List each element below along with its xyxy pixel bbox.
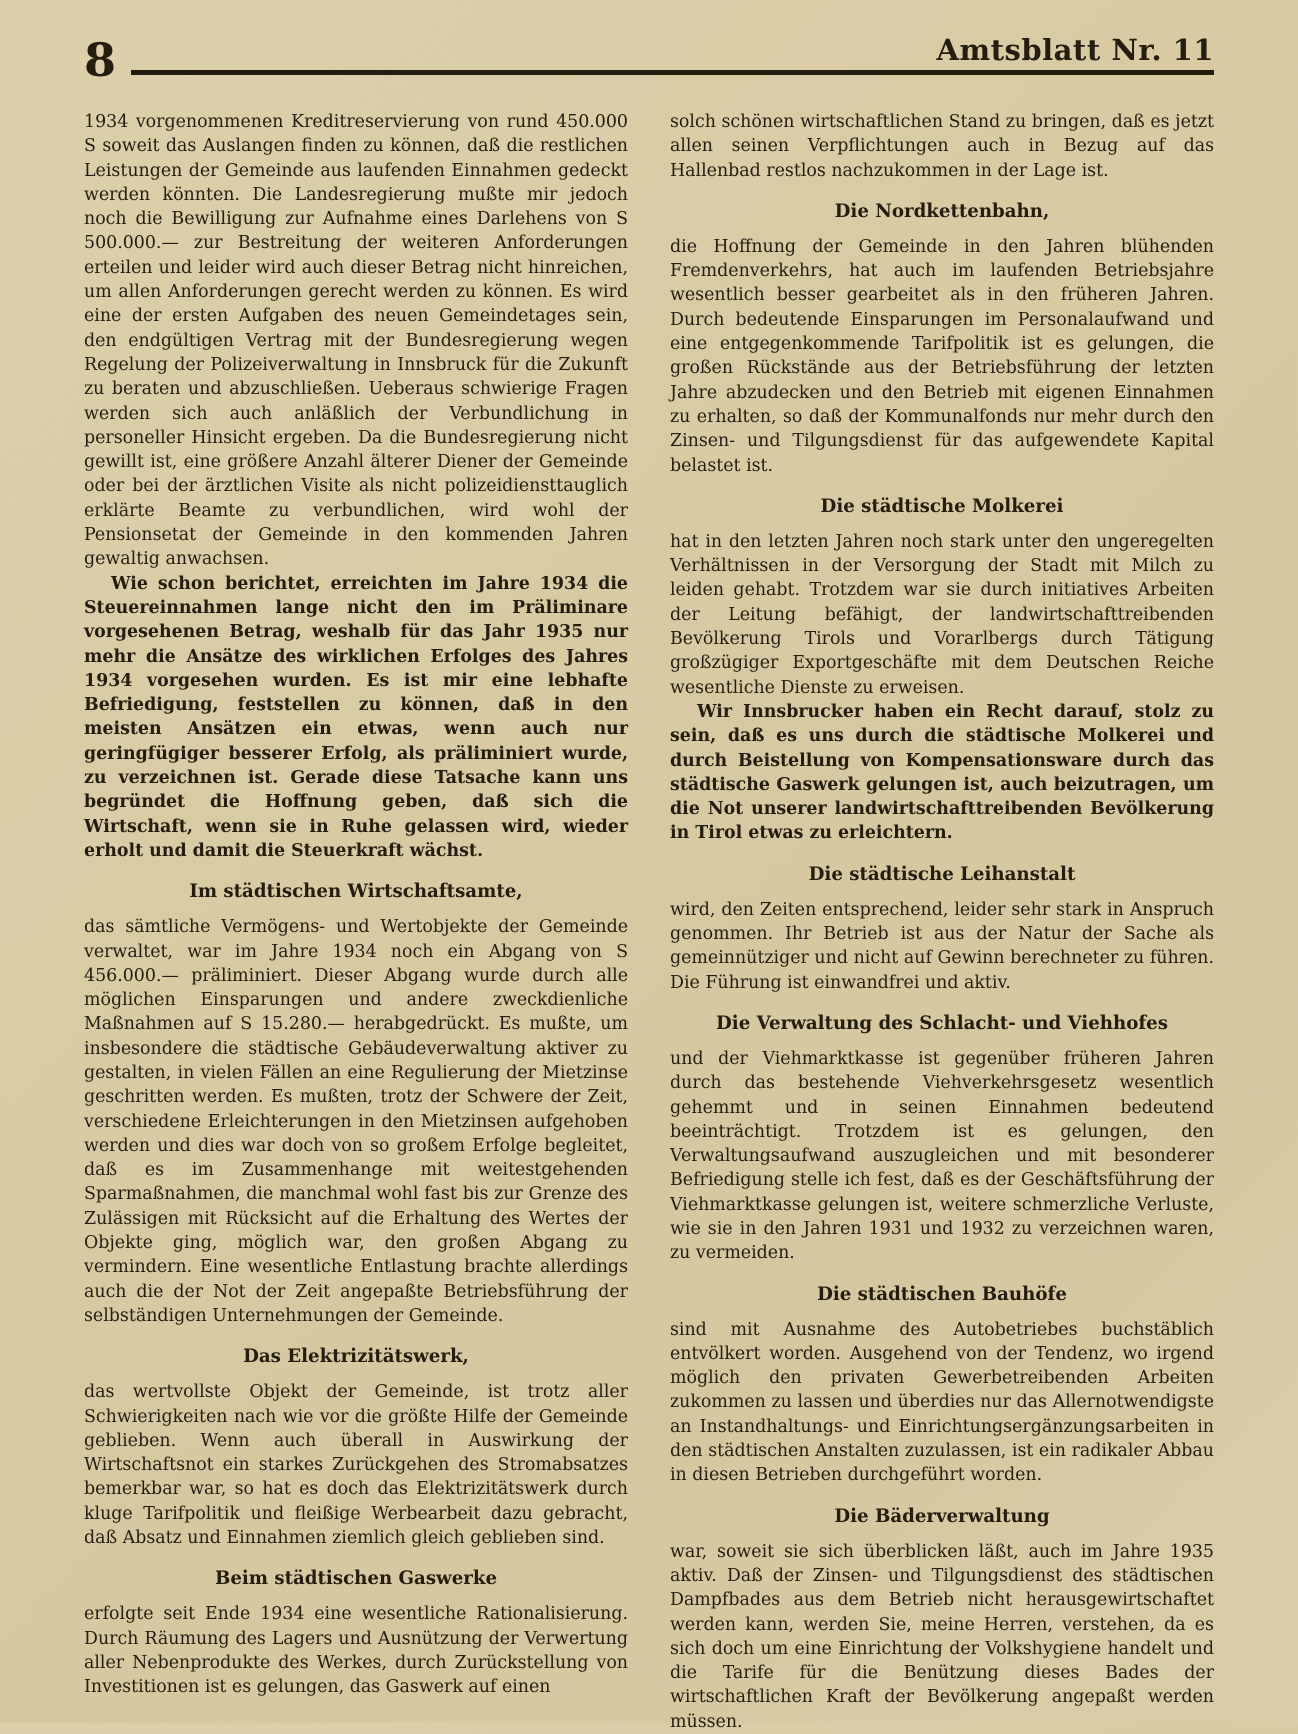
page-header bbox=[84, 32, 1214, 87]
right-column bbox=[670, 110, 1214, 1734]
section-heading: Die städtische Leihanstalt bbox=[808, 863, 1076, 885]
two-column-body bbox=[84, 110, 1214, 1734]
paragraph: war, soweit sie sich überblicken läßt, auch im Jahre 1935 aktiv. Daß der Zinsen- und Tilgungsdienst des städtischen Dampfbades aus dem Betrieb nicht herausgewirtschaftet werden kann, werden Sie, meine Herren, verstehen, da es sich doch um eine Einrichtung der Volkshygiene handelt und die Tarife für die Benützung dieses Bades der wirtschaftlichen Kraft der Bevölkerung angepaßt werden müssen. bbox=[670, 1541, 1214, 1732]
section-heading: Die Nordkettenbahn, bbox=[834, 200, 1050, 222]
paragraph: und der Viehmarktkasse ist gegenüber früheren Jahren durch das bestehende Viehverkehrsgesetz wesentlich gehemmt und in seinen Einnahmen bedeutend beeinträchtigt. Trotzdem ist es gelungen, den Verwaltungsaufwand auszugleichen und mit besonderer Befriedigung stelle ich fest, daß es der Geschäftsführung der Viehmarktkasse gelungen ist, weitere schmerzliche Verluste, wie sie in den Jahren 1931 und 1932 zu verzeichnen waren, zu vermeiden. bbox=[670, 1048, 1214, 1264]
paragraph: das wertvollste Objekt der Gemeinde, ist trotz aller Schwierigkeiten nach wie vor die größte Hilfe der Gemeinde geblieben. Wenn auch überall in Auswirkung der Wirtschaftsnot ein starkes Zurückgehen des Stromabsatzes bemerkbar war, so hat es doch das Elektrizitätswerk durch kluge Tarifpolitik und fleißige Werbearbeit dazu gebracht, daß Absatz und Einnahmen ziemlich gleich geblieben sind. bbox=[84, 1382, 628, 1549]
paragraph: erfolgte seit Ende 1934 eine wesentliche Rationalisierung. Durch Räumung des Lagers und Ausnützung der Verwertung aller Nebenprodukte des Werkes, durch Zurückstellung von Investitionen ist es gelungen, das Gaswerk auf einen bbox=[84, 1604, 628, 1698]
paragraph: 1934 vorgenommenen Kreditreservierung von rund 450.000 S soweit das Auslangen finden zu können, daß die restlichen Leistungen der Gemeinde aus laufenden Einnahmen gedeckt werden könnten. Die Landesregierung mußte mir jedoch noch die Bewilligung zur Aufnahme eines Darlehens von S 500.000.— zur Bestreitung der weiteren Anforderungen erteilen und leider wird auch dieser Betrag nicht hinreichen, um allen Anforderungen gerecht werden zu können. Es wird eine der ersten Aufgaben des neuen Gemeindetages sein, den endgültigen Vertrag mit der Bundesregierung wegen Regelung der Polizeiverwaltung in Innsbruck für die Zukunft zu beraten und abzuschließen. Ueberaus schwierige Fragen werden sich auch anläßlich der Verbundlichung in personeller Hinsicht ergeben. Da die Bundesregierung nicht gewillt ist, eine größere Anzahl älterer Diener der Gemeinde oder bei der ärztlichen Visite als nicht polizeidiensttauglich erklärte Beamte zu verbundlichen, wird wohl der Pensionsetat der Gemeinde in den kommenden Jahren gewaltig anwachsen. bbox=[84, 112, 628, 570]
paragraph: solch schönen wirtschaftlichen Stand zu bringen, daß es jetzt allen seinen Verpflichtungen auch in Bezug auf das Hallenbad restlos nachzukommen in der Lage ist. bbox=[670, 112, 1214, 181]
section-heading: Im städtischen Wirtschaftsamte, bbox=[189, 881, 523, 903]
section-heading: Das Elektrizitätswerk, bbox=[243, 1346, 469, 1368]
left-column bbox=[84, 110, 628, 1734]
page-number: 8 bbox=[84, 32, 118, 87]
section-heading: Beim städtischen Gaswerke bbox=[214, 1568, 498, 1590]
section-heading: Die städtische Molkerei bbox=[820, 495, 1064, 517]
paragraph: das sämtliche Vermögens- und Wertobjekte der Gemeinde verwaltet, war im Jahre 1934 noch ein Abgang von S 456.000.— präliminiert. Dieser Abgang wurde durch alle möglichen Einsparungen und andere zweckdienliche Maßnahmen auf S 15.280.— herabgedrückt. Es mußte, um insbesondere die städtische Gebäudeverwaltung aktiver zu gestalten, in vielen Fällen an eine Regulierung der Mietzinse geschritten werden. Es mußten, trotz der Schwere der Zeit, verschiedene Erleichterungen in den Mietzinsen aufgehoben werden und dies war doch von so großem Erfolge begleitet, daß es im Zusammenhange mit weitestgehenden Sparmaßnahmen, die manchmal wohl fast bis zur Grenze des Zulässigen mit Rücksicht auf die Erhaltung des Wertes der Objekte ging, möglich war, den großen Abgang zu vermindern. Eine wesentliche Entlastung brachte allerdings auch die der Not der Zeit angepaßte Betriebsführung der selbständigen Unternehmungen der Gemeinde. bbox=[84, 917, 628, 1326]
paragraph: wird, den Zeiten entsprechend, leider sehr stark in Anspruch genommen. Ihr Betrieb ist aus der Natur der Sache als gemeinnütziger und nicht auf Gewinn berechneter zu führen. Die Führung ist einwandfrei und aktiv. bbox=[670, 899, 1214, 993]
section-heading: Die städtischen Bauhöfe bbox=[817, 1283, 1067, 1305]
section-heading: Die Bäderverwaltung bbox=[834, 1505, 1050, 1527]
paragraph: Wir Innsbrucker haben ein Recht darauf, stolz zu sein, daß es uns durch die städtische Molkerei und durch Beistellung von Kompensationsware durch das städtische Gaswerk gelungen ist, auch beizutragen, um die Not unserer landwirtschafttreibenden Bevölkerung in Tirol etwas zu erleichtern. bbox=[670, 701, 1214, 844]
paragraph: Wie schon berichtet, erreichten im Jahre 1934 die Steuereinnahmen lange nicht den im Präliminare vorgesehenen Betrag, weshalb für das Jahr 1935 nur mehr die Ansätze des wirklichen Erfolges des Jahres 1934 vorgesehen wurden. Es ist mir eine lebhafte Befriedigung, feststellen zu können, daß in den meisten Ansätzen ein etwas, wenn auch nur geringfügiger besserer Erfolg, als präliminiert wurde, zu verzeichnen ist. Gerade diese Tatsache kann uns begründet die Hoffnung geben, daß sich die Wirtschaft, wenn sie in Ruhe gelassen wird, wieder erholt und damit die Steuerkraft wächst. bbox=[84, 573, 628, 861]
paragraph: hat in den letzten Jahren noch stark unter den ungeregelten Verhältnissen in der Versorgung der Stadt mit Milch zu leiden gehabt. Trotzdem war sie durch initiatives Arbeiten der Leitung befähigt, der landwirtschafttreibenden Bevölkerung Tirols und Vorarlbergs durch Tätigung großzügiger Exportgeschäfte mit dem Deutschen Reiche wesentliche Dienste zu erweisen. bbox=[670, 531, 1214, 698]
paragraph: die Hoffnung der Gemeinde in den Jahren blühenden Fremdenverkehrs, hat auch im laufenden Betriebsjahre wesentlich besser gearbeitet als in den früheren Jahren. Durch bedeutende Einsparungen im Personalaufwand und eine entgegenkommende Tarifpolitik ist es gelungen, die großen Rückstände aus der Betriebsführung der letzten Jahre abzudecken und den Betrieb mit eigenen Einnahmen zu erhalten, so daß der Kommunalfonds nur mehr durch den Zinsen- und Tilgungsdienst für das aufgewendete Kapital belastet ist. bbox=[670, 236, 1214, 476]
paragraph: sind mit Ausnahme des Autobetriebes buchstäblich entvölkert worden. Ausgehend von der Tendenz, wo irgend möglich den privaten Gewerbetreibenden Arbeiten zukommen zu lassen und überdies nur das Allernotwendigste an Instandhaltungs- und Einrichtungsergänzungsarbeiten in den städtischen Anstalten zuzulassen, ist ein radikaler Abbau in diesen Betrieben durchgeführt worden. bbox=[670, 1319, 1214, 1486]
header-rule bbox=[131, 33, 1214, 75]
section-heading: Die Verwaltung des Schlacht- und Viehhofes bbox=[716, 1012, 1168, 1034]
masthead-title: Amtsblatt Nr. 11 bbox=[936, 33, 1214, 67]
